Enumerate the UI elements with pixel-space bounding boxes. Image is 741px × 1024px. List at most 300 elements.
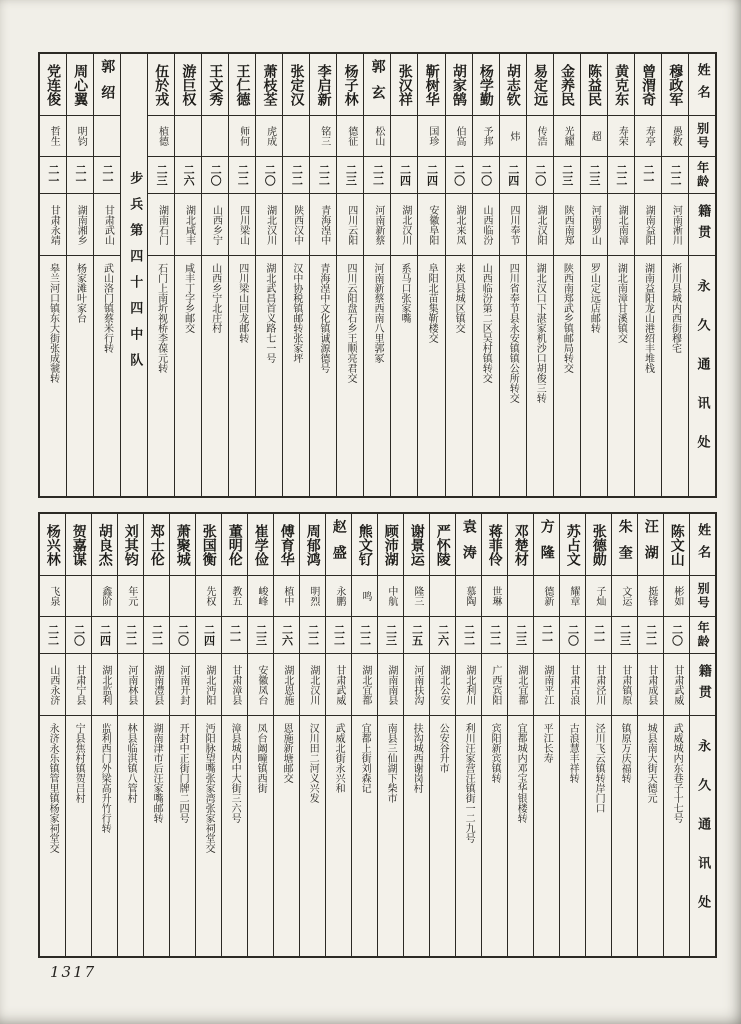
person-name-cell [534, 514, 559, 576]
person-native-cell [508, 654, 533, 716]
person-native-cell [456, 654, 481, 716]
person-address: 淅川县城内西街穆宅 [669, 263, 681, 353]
person-age: 二〇 [176, 624, 190, 646]
person-age-cell [586, 617, 611, 654]
person-name-cell [446, 54, 472, 116]
person-name-cell [66, 514, 91, 576]
person-name: 胡良杰 [96, 523, 113, 566]
person-alias-cell [638, 576, 663, 617]
person-native: 甘肃泾川 [593, 664, 605, 705]
person-age: 二四 [398, 164, 412, 186]
person-age-cell [664, 617, 689, 654]
person-native-cell [482, 654, 507, 716]
person-native: 四川梁山 [237, 204, 249, 245]
person-alias-cell [608, 116, 634, 157]
person-alias-cell [352, 576, 377, 617]
person-address: 武山洛门镇蔡米行转 [101, 263, 113, 353]
person-name-cell [508, 514, 533, 576]
person-native: 甘肃镇原 [619, 664, 631, 705]
person-column [473, 54, 500, 496]
person-address: 沔阳脉望嘴张家湾张家祠堂交 [203, 723, 215, 853]
person-age-cell [310, 157, 336, 194]
person-address-cell [391, 256, 417, 496]
person-name-cell [248, 514, 273, 576]
person-age-cell [248, 617, 273, 654]
person-name-cell [283, 54, 309, 116]
person-address-cell [473, 256, 499, 496]
person-alias: 鑫阶 [99, 586, 111, 606]
person-native-cell [222, 654, 247, 716]
person-native: 湖北来凤 [453, 204, 465, 245]
person-alias: 伯高 [453, 126, 465, 146]
person-native: 湖北汉川 [399, 204, 411, 245]
person-age: 二三 [618, 624, 632, 646]
person-address-cell [500, 256, 526, 496]
person-name-cell [635, 54, 661, 116]
person-column [534, 514, 560, 956]
person-age: 二一 [592, 624, 606, 646]
person-age-cell [482, 617, 507, 654]
person-column [586, 514, 612, 956]
person-age-cell [364, 157, 390, 194]
person-alias-cell [430, 576, 455, 617]
person-native: 甘肃成县 [645, 664, 657, 705]
person-native: 湖南石门 [156, 204, 168, 245]
person-name-cell [500, 54, 526, 116]
person-address-cell [586, 716, 611, 956]
person-name: 贺嘉谋 [70, 523, 87, 566]
person-name: 崔学俭 [252, 523, 269, 566]
person-name-cell [202, 54, 228, 116]
person-name-cell [664, 514, 689, 576]
person-age: 二六 [182, 164, 196, 186]
person-alias-cell [144, 576, 169, 617]
page-number: 1317 [50, 963, 97, 981]
person-alias: 植中 [281, 586, 293, 606]
person-address-cell [40, 256, 66, 496]
person-name-cell [196, 514, 221, 576]
person-native-cell [256, 194, 282, 256]
person-name-cell [581, 54, 607, 116]
person-address-cell [364, 256, 390, 496]
person-native-cell [608, 194, 634, 256]
person-address-cell [274, 716, 299, 956]
person-name: 郭玄 [369, 58, 386, 111]
person-alias: 明钧 [75, 126, 87, 146]
person-name-cell [430, 514, 455, 576]
person-address-cell [175, 256, 201, 496]
person-address-cell [418, 256, 444, 496]
person-age: 二六 [280, 624, 294, 646]
person-age: 二二 [358, 624, 372, 646]
person-age-cell [196, 617, 221, 654]
person-alias-cell [66, 576, 91, 617]
person-native: 广西宾阳 [489, 664, 501, 705]
person-age: 二三 [384, 624, 398, 646]
person-address-cell [337, 256, 363, 496]
person-native-cell [662, 194, 688, 256]
person-native: 湖北恩施 [281, 664, 293, 705]
person-age: 二〇 [452, 164, 466, 186]
person-alias-cell [456, 576, 481, 617]
unit-divider-column [121, 54, 148, 496]
person-alias-cell [256, 116, 282, 157]
person-native: 湖北汉川 [307, 664, 319, 705]
person-name-cell [608, 54, 634, 116]
person-address: 阜阳北苗集靳楼交 [426, 263, 438, 343]
person-native-cell [635, 194, 661, 256]
person-alias: 寿荣 [616, 126, 628, 146]
person-age-cell [527, 157, 553, 194]
person-alias-cell [40, 576, 65, 617]
person-name-cell [662, 54, 688, 116]
person-name: 王仁德 [234, 63, 251, 106]
person-alias-cell [248, 576, 273, 617]
person-name: 郭绍 [99, 58, 116, 111]
person-alias-cell [364, 116, 390, 157]
person-address-cell [248, 716, 273, 956]
person-address-cell [40, 716, 65, 956]
person-column [560, 514, 586, 956]
person-column [66, 514, 92, 956]
person-column [391, 54, 418, 496]
person-alias-cell [94, 116, 120, 157]
person-name-cell [337, 54, 363, 116]
person-native-cell [364, 194, 390, 256]
person-native: 湖北宜都 [359, 664, 371, 705]
person-column [664, 514, 690, 956]
person-age-cell [94, 157, 120, 194]
roster-table-bottom [38, 512, 717, 958]
person-alias-cell [446, 116, 472, 157]
person-address: 宾阳新宾镇转 [489, 723, 501, 783]
person-age: 二三 [587, 164, 601, 186]
person-age-cell [202, 157, 228, 194]
person-name: 周郁鸿 [304, 523, 321, 566]
person-name: 张国衡 [200, 523, 217, 566]
person-address: 利川汪家营汪镇街一二九号 [463, 723, 475, 843]
person-name: 苏占文 [564, 523, 581, 566]
person-alias-cell [300, 576, 325, 617]
person-native-cell [638, 654, 663, 716]
person-alias: 愚敉 [670, 126, 682, 146]
person-column [283, 54, 310, 496]
person-address: 监利西门外梁高升竹行转 [99, 723, 111, 833]
person-address: 林县临淇镇八管村 [125, 723, 137, 803]
person-address-cell [148, 256, 174, 496]
person-alias-cell [662, 116, 688, 157]
person-name-cell [144, 514, 169, 576]
header-address-label: 永久通讯处 [695, 738, 711, 934]
person-name: 游巨权 [180, 63, 197, 106]
person-column [364, 54, 391, 496]
person-address-cell [554, 256, 580, 496]
person-name: 萧聚城 [174, 523, 191, 566]
person-address-cell [229, 256, 255, 496]
person-age-cell [612, 617, 637, 654]
person-column [638, 514, 664, 956]
person-native-cell [586, 654, 611, 716]
person-alias: 哲生 [48, 126, 60, 146]
person-name: 黄克东 [613, 63, 630, 106]
person-age: 二三 [254, 624, 268, 646]
person-name: 穆政军 [667, 63, 684, 106]
person-address: 扶沟城西谢岗村 [411, 723, 423, 793]
person-native: 湖南湘乡 [75, 204, 87, 245]
person-address-cell [560, 716, 585, 956]
person-name: 王文秀 [207, 63, 224, 106]
person-address: 泾川飞云镇转岸门口 [593, 723, 605, 813]
roster-table-top [38, 52, 717, 498]
person-name: 胡家鹄 [450, 63, 467, 106]
person-alias: 德新 [541, 586, 553, 606]
person-native: 河南罗山 [589, 204, 601, 245]
person-address: 山西临汾第二区吴村镇转交 [480, 263, 492, 383]
person-age-cell [256, 157, 282, 194]
person-age: 二一 [641, 164, 655, 186]
person-native-cell [500, 194, 526, 256]
person-alias-cell [664, 576, 689, 617]
person-column [500, 54, 527, 496]
person-native-cell [534, 654, 559, 716]
person-age-cell [608, 157, 634, 194]
person-age-cell [144, 617, 169, 654]
header-age-label: 年龄 [695, 161, 710, 189]
person-age: 二四 [506, 164, 520, 186]
header-address-label: 永久通讯处 [694, 278, 710, 474]
person-alias-cell [378, 576, 403, 617]
person-address-cell [662, 256, 688, 496]
header-name-label: 姓名 [695, 522, 711, 567]
person-name: 靳树华 [423, 63, 440, 106]
person-address: 漳县城内中大街三六号 [229, 723, 241, 823]
person-native-cell [612, 654, 637, 716]
person-address: 山西乡宁北庄村 [209, 263, 221, 333]
person-native-cell [248, 654, 273, 716]
person-alias: 先权 [203, 586, 215, 606]
person-alias: 予邦 [481, 126, 492, 146]
person-name: 张定汉 [288, 63, 305, 106]
person-alias: 超 [589, 131, 601, 141]
person-age: 二一 [46, 164, 60, 186]
person-native-cell [337, 194, 363, 256]
person-name-cell [118, 514, 143, 576]
person-alias: 植德 [156, 126, 168, 146]
person-name-cell [554, 54, 580, 116]
person-column [508, 514, 534, 956]
person-alias: 文运 [619, 586, 631, 606]
person-native-cell [229, 194, 255, 256]
person-address: 汉川田二河义兴发 [307, 723, 319, 803]
person-address-cell [300, 716, 325, 956]
person-column [256, 54, 283, 496]
person-native-cell [148, 194, 174, 256]
person-native: 湖北咸丰 [183, 204, 195, 245]
person-column [527, 54, 554, 496]
person-address: 青海湟中文化镇诚源德号 [317, 263, 329, 373]
person-alias-cell [508, 576, 533, 617]
person-name-cell [456, 514, 481, 576]
person-column [40, 514, 66, 956]
header-alias-label: 别号 [696, 582, 711, 610]
person-alias-cell [202, 116, 228, 157]
person-address: 罗山定远店邮转 [588, 263, 600, 333]
person-alias: 飞泉 [47, 586, 59, 606]
person-name: 杨学勤 [477, 63, 494, 106]
person-address-cell [446, 256, 472, 496]
person-alias-cell [635, 116, 661, 157]
person-native-cell [352, 654, 377, 716]
person-age-cell [274, 617, 299, 654]
person-alias-cell [283, 116, 309, 157]
person-age: 二一 [540, 624, 554, 646]
person-address-cell [67, 256, 93, 496]
person-alias-cell [337, 116, 363, 157]
person-native: 甘肃永靖 [48, 204, 60, 245]
person-alias: 挺锋 [645, 586, 657, 606]
person-age: 二三 [514, 624, 528, 646]
person-name: 杨兴林 [44, 523, 61, 566]
header-name-label: 姓名 [694, 62, 710, 107]
person-age: 二〇 [566, 624, 580, 646]
person-name: 刘其钧 [122, 523, 139, 566]
person-alias: 松山 [372, 126, 384, 146]
person-name: 李启新 [315, 63, 332, 106]
person-address: 武威北街永兴和 [333, 723, 345, 793]
person-alias-cell [418, 116, 444, 157]
person-name: 张德勋 [590, 523, 607, 566]
person-name-cell [391, 54, 417, 116]
person-native: 四川奉节 [508, 204, 520, 245]
person-age: 二一 [100, 164, 114, 186]
person-column [310, 54, 337, 496]
person-age: 二四 [202, 624, 216, 646]
person-alias-cell [222, 576, 247, 617]
person-column [170, 514, 196, 956]
person-age: 二二 [462, 624, 476, 646]
person-native: 甘肃宁县 [73, 664, 85, 705]
person-address: 开封中正街门牌二四号 [177, 723, 189, 823]
person-alias-cell [473, 116, 499, 157]
person-native: 甘肃古浪 [567, 664, 579, 705]
person-age-cell [456, 617, 481, 654]
header-alias-label: 别号 [695, 122, 710, 150]
person-age: 二六 [436, 624, 450, 646]
person-address: 陕西南郑武乡镇邮局转交 [561, 263, 573, 373]
person-native-cell [560, 654, 585, 716]
person-address: 四川梁山回龙邮转 [236, 263, 248, 343]
person-native: 湖北汉阳 [535, 204, 547, 245]
person-name: 蒋菲伶 [486, 523, 503, 566]
person-name-cell [378, 514, 403, 576]
person-name-cell [92, 514, 117, 576]
person-age-cell [170, 617, 195, 654]
person-name-cell [310, 54, 336, 116]
person-alias-cell [586, 576, 611, 617]
person-native: 安徽阜阳 [426, 204, 438, 245]
person-age: 二〇 [670, 624, 684, 646]
person-native-cell [446, 194, 472, 256]
person-native: 湖北利川 [463, 664, 475, 705]
person-alias: 德征 [345, 126, 357, 146]
person-native-cell [94, 194, 120, 256]
person-native-cell [66, 654, 91, 716]
person-address: 凤台阚疃镇西街 [255, 723, 267, 793]
person-age-cell [352, 617, 377, 654]
person-native: 安徽凤台 [255, 664, 267, 705]
person-name-cell [222, 514, 247, 576]
person-address: 宜都城内邓宝华银楼转 [515, 723, 527, 823]
person-age: 二二 [150, 624, 164, 646]
person-address: 恩施新塘邮交 [281, 723, 293, 783]
person-native-cell [118, 654, 143, 716]
person-alias-cell [554, 116, 580, 157]
person-age: 二〇 [263, 164, 277, 186]
person-age-cell [326, 617, 351, 654]
person-native: 湖南澧县 [151, 664, 163, 705]
person-age-cell [175, 157, 201, 194]
person-name: 萧枝荃 [261, 63, 278, 106]
person-age: 二〇 [209, 164, 223, 186]
person-name-cell [560, 514, 585, 576]
person-alias: 寿亭 [643, 126, 655, 146]
person-native: 四川云阳 [345, 204, 357, 245]
person-name: 朱奎 [616, 518, 633, 571]
person-address: 南县三仙湖下柴市 [385, 723, 397, 803]
person-native: 河南新蔡 [372, 204, 384, 245]
person-age-cell [300, 617, 325, 654]
person-address: 四川省奉节县永安镇镇公所转交 [507, 263, 519, 403]
person-native-cell [581, 194, 607, 256]
person-alias-cell [310, 116, 336, 157]
person-name-cell [274, 514, 299, 576]
person-column [418, 54, 445, 496]
person-name: 严怀陵 [434, 523, 451, 566]
person-column [446, 54, 473, 496]
person-native: 河南扶沟 [411, 664, 423, 705]
person-age-cell [554, 157, 580, 194]
person-name: 邓楚材 [512, 523, 529, 566]
person-address-cell [430, 716, 455, 956]
person-column [67, 54, 94, 496]
person-age-cell [118, 617, 143, 654]
person-name: 傅育华 [278, 523, 295, 566]
person-native-cell [175, 194, 201, 256]
person-name-cell [326, 514, 351, 576]
person-native-cell [196, 654, 221, 716]
person-column [608, 54, 635, 496]
row-header-column [690, 514, 715, 956]
person-name: 易定远 [531, 63, 548, 106]
person-native: 陕西汉中 [291, 204, 303, 245]
person-native-cell [67, 194, 93, 256]
person-alias: 铭三 [318, 126, 330, 146]
person-name: 方隆 [538, 518, 555, 571]
person-column [222, 514, 248, 956]
person-age: 二二 [306, 624, 320, 646]
person-column [40, 54, 67, 496]
person-alias-cell [118, 576, 143, 617]
person-address-cell [66, 716, 91, 956]
person-native: 甘肃武山 [102, 204, 114, 245]
person-age: 二一 [73, 164, 87, 186]
person-name-cell [170, 514, 195, 576]
person-column [202, 54, 229, 496]
person-native: 湖南平江 [541, 664, 553, 705]
person-column [92, 514, 118, 956]
person-age-cell [560, 617, 585, 654]
person-name-cell [482, 514, 507, 576]
